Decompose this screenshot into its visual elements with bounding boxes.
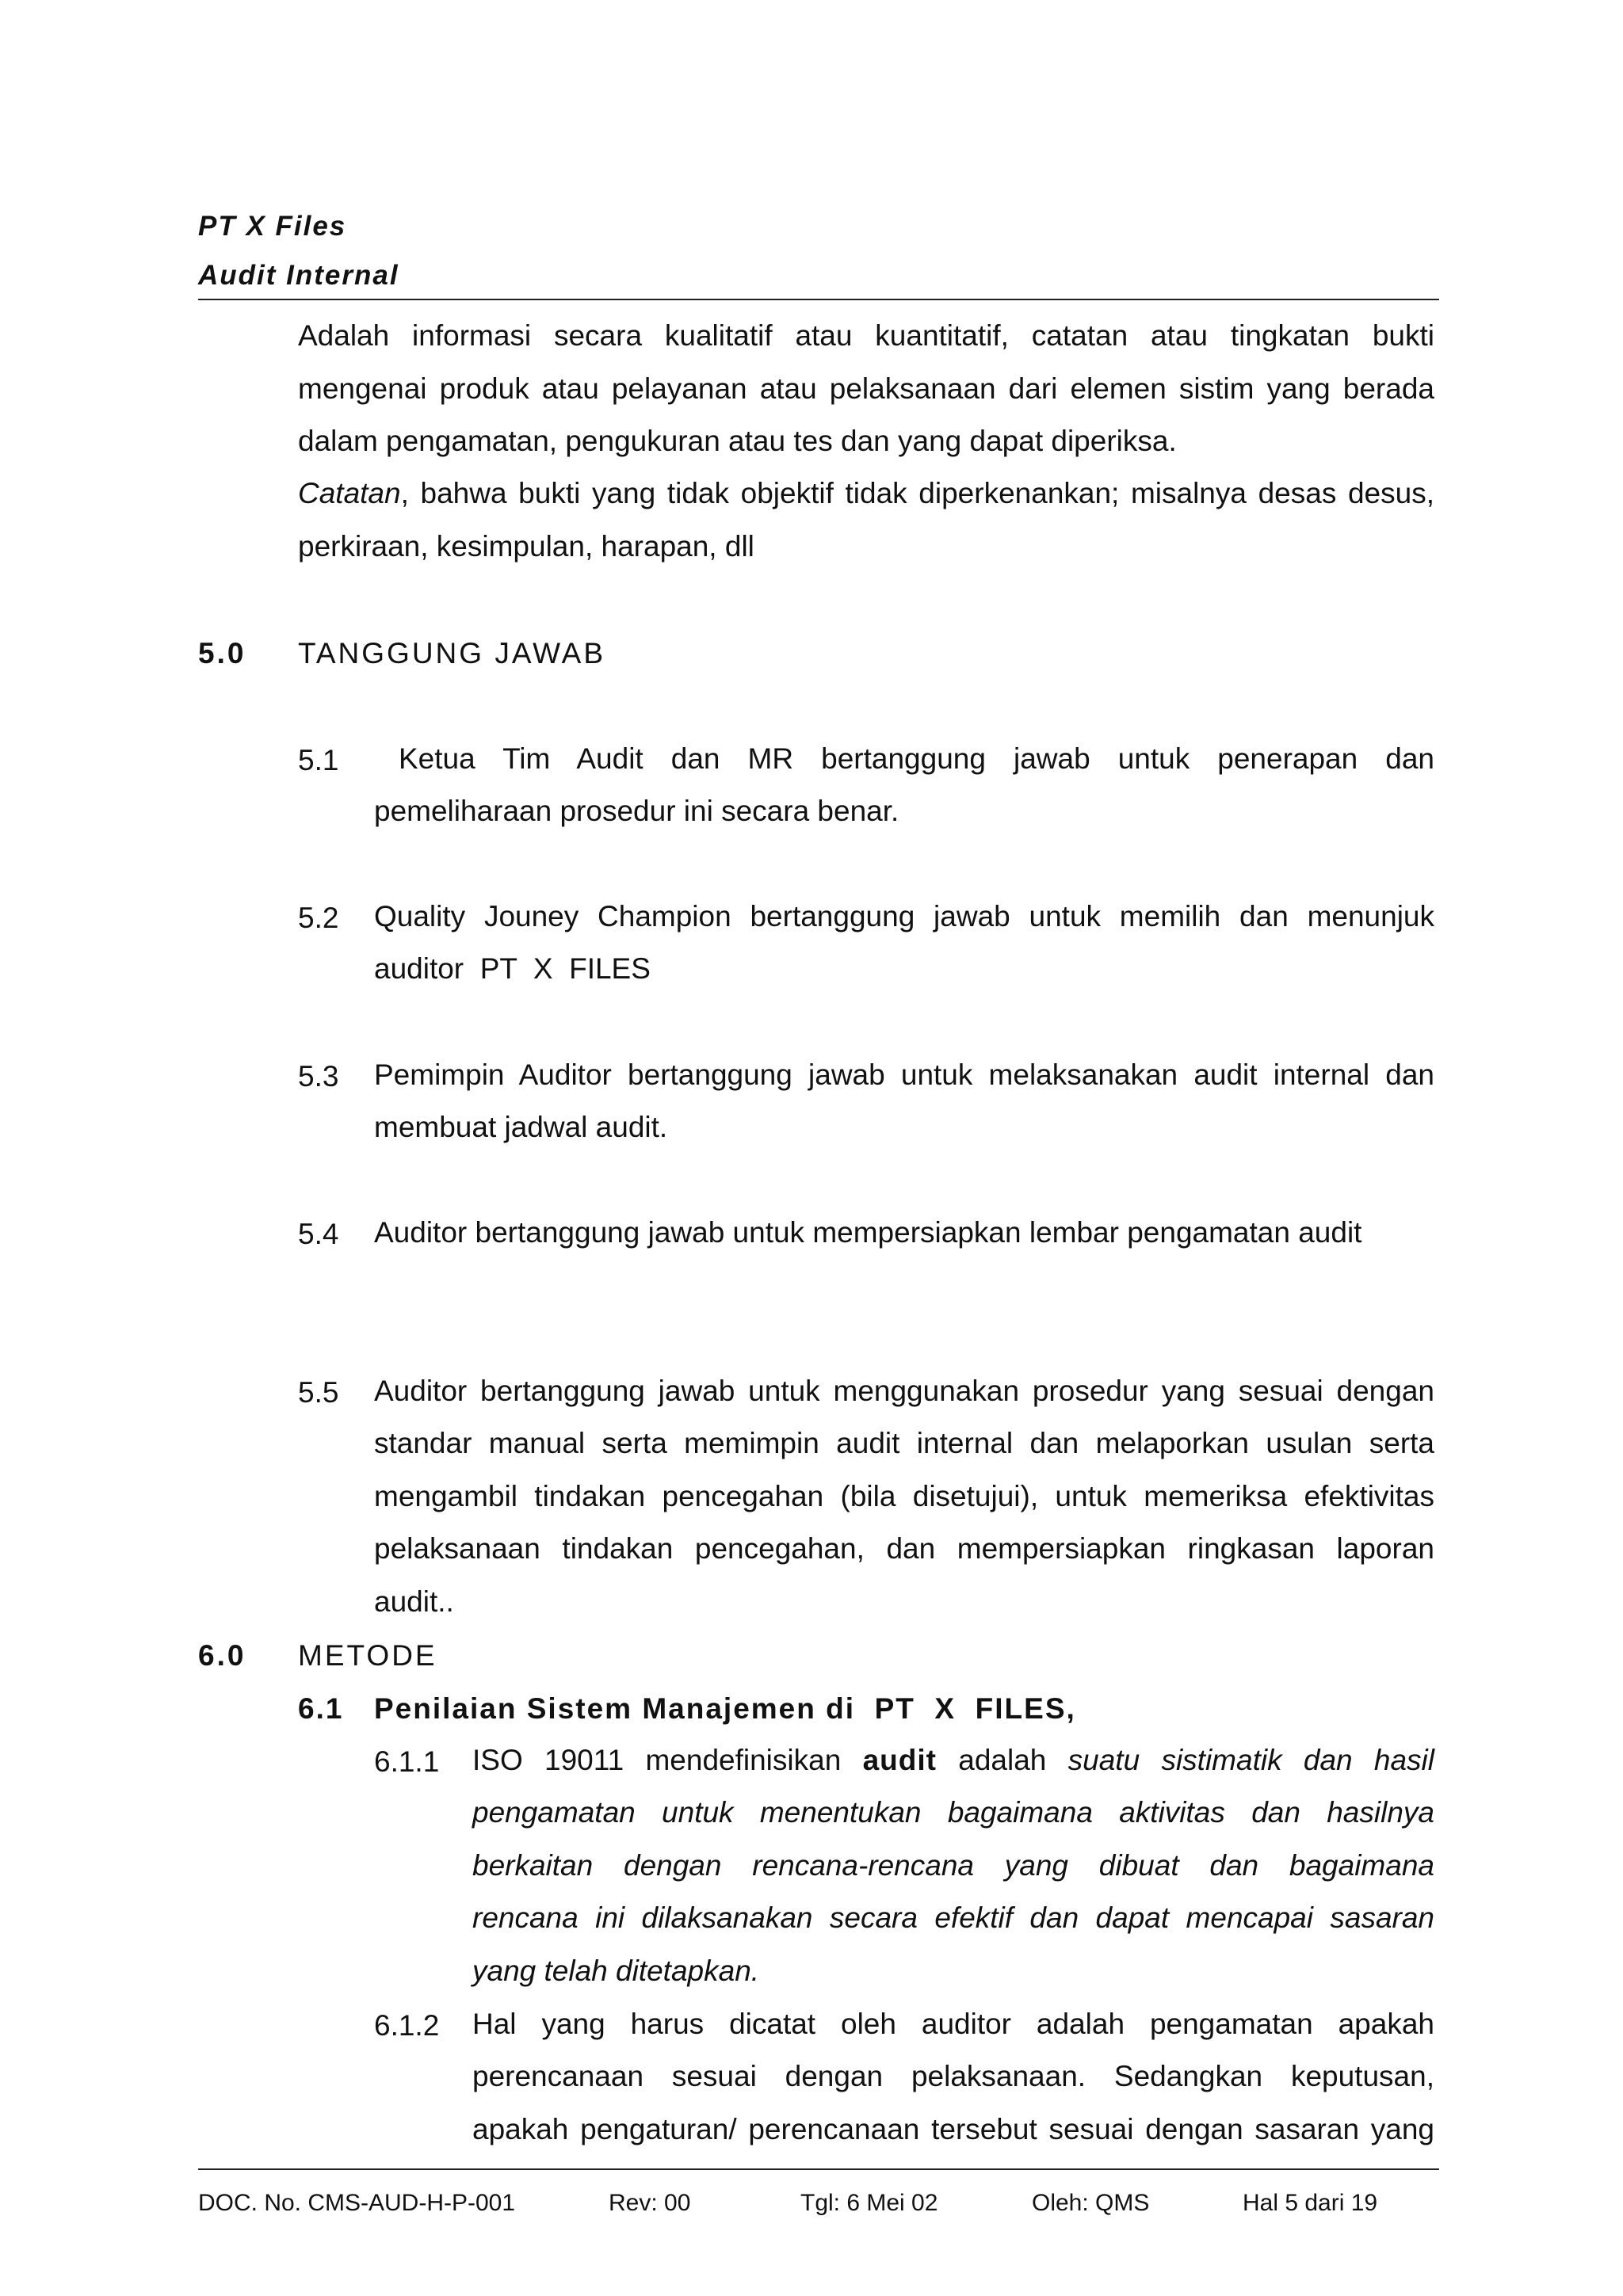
item-6-1-1-line-2: pengamatan untuk menentukan bagaimana aktivitas dan hasilnya: [472, 1796, 1434, 1829]
intro-line-5: perkiraan, kesimpulan, harapan, dll: [298, 530, 754, 563]
item-6-1-2-line-2: perencanaan sesuai dengan pelaksanaan. Sedangkan keputusan,: [472, 2060, 1434, 2092]
item-5-5-line-2: standar manual serta memimpin audit internal dan melaporkan usulan serta: [374, 1427, 1434, 1459]
header-company: PT X Files: [198, 211, 347, 242]
item-6-1-2-line-1: Hal yang harus dicatat oleh auditor adalah pengamatan apakah: [472, 2008, 1434, 2040]
item-5-5-line-5: audit..: [374, 1585, 454, 1618]
intro-line-2: mengenai produk atau pelayanan atau pelaksanaan dari elemen sistim yang berada: [298, 372, 1434, 405]
item-6-1-2-number: 6.1.2: [374, 2009, 440, 2042]
item-6-1-1-pre: ISO 19011 mendefinisikan: [472, 1744, 863, 1776]
footer-page-number: Hal 5 dari 19: [1243, 2190, 1378, 2216]
item-5-1-line-1: Ketua Tim Audit dan MR bertanggung jawab untuk penerapan dan: [399, 742, 1434, 775]
item-6-1-1-line-3: berkaitan dengan rencana-rencana yang dibuat dan bagaimana: [472, 1849, 1434, 1882]
item-6-1-1-line-5: yang telah ditetapkan.: [472, 1955, 760, 1987]
item-5-3-number: 5.3: [298, 1060, 339, 1093]
item-5-4-number: 5.4: [298, 1218, 339, 1250]
item-5-3-line-1: Pemimpin Auditor bertanggung jawab untuk melaksanakan audit internal dan: [374, 1058, 1434, 1091]
item-5-2-line-2: auditor PT X FILES: [374, 952, 651, 985]
item-6-1-1-line-4: rencana ini dilaksanakan secara efektif dan dapat mencapai sasaran: [472, 1901, 1434, 1934]
note-label: Catatan: [298, 477, 401, 509]
item-5-5-line-1: Auditor bertanggung jawab untuk menggunakan prosedur yang sesuai dengan: [374, 1375, 1434, 1407]
item-5-1-number: 5.1: [298, 744, 339, 776]
subsection-6-1-number: 6.1: [298, 1692, 344, 1725]
item-5-5-number: 5.5: [298, 1376, 339, 1409]
footer-date: Tgl: 6 Mei 02: [800, 2190, 938, 2216]
item-5-4-line-1: Auditor bertanggung jawab untuk mempersiapkan lembar pengamatan audit: [374, 1216, 1362, 1249]
intro-note-line: [298, 479, 1434, 508]
header-document-title: Audit Internal: [198, 260, 399, 291]
intro-line-1: Adalah informasi secara kualitatif atau kuantitatif, catatan atau tingkatan bukti: [298, 319, 1434, 352]
item-5-1-line-2: pemeliharaan prosedur ini secara benar.: [374, 795, 899, 827]
item-6-1-1-mid: adalah: [936, 1744, 1068, 1776]
item-5-5-line-4: pelaksanaan tindakan pencegahan, dan mempersiapkan ringkasan laporan: [374, 1532, 1434, 1565]
note-text: , bahwa bukti yang tidak objektif tidak diperkenankan; misalnya desas desus,: [400, 477, 1434, 509]
footer-revision: Rev: 00: [609, 2190, 691, 2216]
footer-author: Oleh: QMS: [1032, 2190, 1150, 2216]
item-6-1-1-bold-term: audit: [862, 1744, 937, 1776]
footer-doc-number: DOC. No. CMS-AUD-H-P-001: [198, 2190, 516, 2216]
section-6-title: METODE: [298, 1639, 437, 1672]
subsection-6-1-title: Penilaian Sistem Manajemen di PT X FILES,: [374, 1692, 1076, 1725]
section-5-number: 5.0: [198, 637, 246, 669]
item-5-3-line-2: membuat jadwal audit.: [374, 1111, 668, 1143]
section-6-number: 6.0: [198, 1639, 246, 1672]
item-5-5-line-3: mengambil tindakan pencegahan (bila disetujui), untuk memeriksa efektivitas: [374, 1480, 1434, 1512]
item-6-1-1-number: 6.1.1: [374, 1745, 440, 1778]
item-5-2-number: 5.2: [298, 902, 339, 934]
header-divider: [198, 299, 1439, 300]
item-5-2-line-1: Quality Jouney Champion bertanggung jawab untuk memilih dan menunjuk: [374, 900, 1434, 933]
footer-divider: [198, 2168, 1439, 2170]
section-5-title: TANGGUNG JAWAB: [298, 637, 606, 669]
intro-line-3: dalam pengamatan, pengukuran atau tes dan yang dapat diperiksa.: [298, 425, 1177, 457]
item-6-1-1-line-1: [472, 1745, 1434, 1775]
item-6-1-2-line-3: apakah pengaturan/ perencanaan tersebut sesuai dengan sasaran yang: [472, 2113, 1434, 2145]
item-6-1-1-italic: suatu sistimatik dan hasil: [1067, 1744, 1434, 1776]
